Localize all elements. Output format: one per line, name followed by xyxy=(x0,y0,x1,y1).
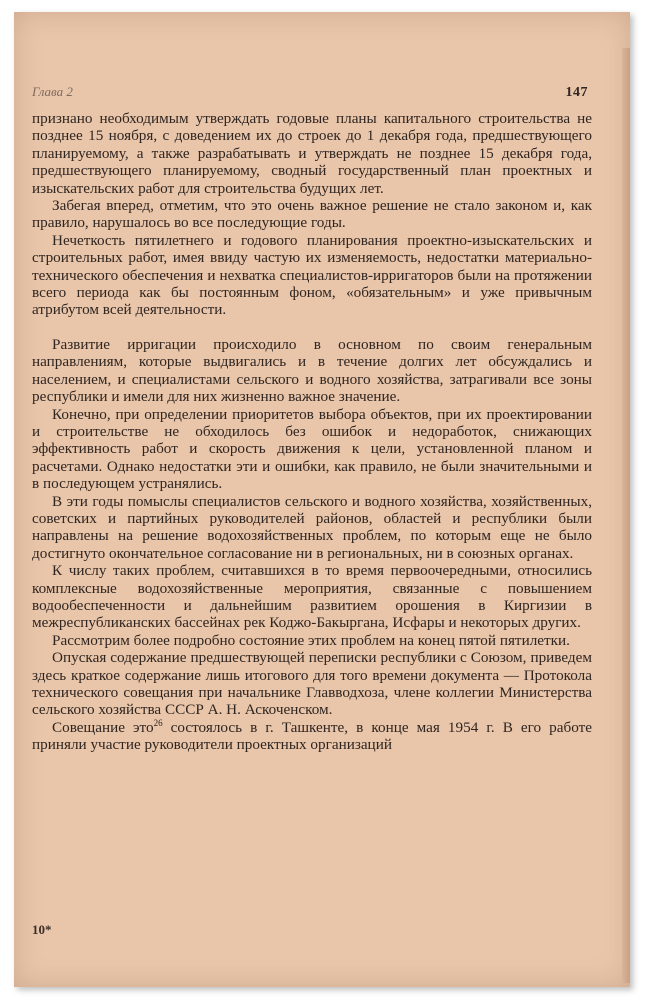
paragraph: признано необходимым утверждать годовые планы капитального строительства не позднее 15 ноября, с доведением их до строек до 1 декабря года, предшествующего планируемому, а также разрабатывать и утверждать не позднее 15 декабря года, предшествующего планируемому, сводный государственный план проектных и изыскательских работ для строительства будущих лет. xyxy=(32,110,592,197)
paragraph: Забегая вперед, отметим, что это очень важное решение не стало законом и, как правило, нарушалось во все последующие годы. xyxy=(32,197,592,232)
paragraph-text: Совещание это xyxy=(52,718,154,736)
running-head xyxy=(32,84,592,110)
paragraph: Опуская содержание предшествующей переписки республики с Союзом, приведем здесь краткое содержание лишь итогового для того времени документа — Протокола технического совещания при начальнике Главводхоза, члене коллегии Министерства сельского хозяйства СССР А. Н. Аскоченском. xyxy=(32,649,592,719)
paragraph: Конечно, при определении приоритетов выбора объектов, при их проектировании и строительстве не обходилось без ошибок и недоработок, снижающих эффективность работ и скорость движения к цели, установленной планом и расчетами. Однако недостатки эти и ошибки, как правило, не были значительными и в последующем устранялись. xyxy=(32,405,592,493)
footnote-reference: 26 xyxy=(153,717,163,728)
page-edge xyxy=(622,48,630,983)
paragraph: Рассмотрим более подробно состояние этих проблем на конец пятой пятилетки. xyxy=(52,631,570,649)
paragraph-text: состоялось в г. Ташкенте, в конце мая 1954 г. В его работе приняли участие руководители проектных организаций xyxy=(32,718,592,754)
paragraph: В эти годы помыслы специалистов сельского и водного хозяйства, хозяйственных, советских и партийных руководителей районов, областей и республики были направлены на решение водохозяйственных проблем, по которым еще не было достигнуто окончательное согласование ни в региональных, ни в союзных органах. xyxy=(32,492,592,562)
paragraph-last xyxy=(32,719,592,754)
paragraph: К числу таких проблем, считавшихся в то время первоочередными, относились комплексные водохозяйственные мероприятия, связанные с повышением водообеспеченности и дальнейшим развитием орошения в Киргизии в межреспубликанских бассейнах рек Коджо-Бакыргана, Исфары и некоторых других. xyxy=(32,562,592,632)
body-text xyxy=(32,110,592,754)
page-text xyxy=(32,84,592,754)
paragraph: Развитие ирригации происходило в основном по своим генеральным направлениям, которые выдвигались и в течение долгих лет обсуждались и населением, и специалистами сельского и водного хозяйства, затрагивали все зоны республики и имели для них жизненно важное значение. xyxy=(32,335,592,406)
page-number: 147 xyxy=(565,85,588,100)
paragraph: Нечеткость пятилетнего и годового планирования проектно-изыскательских и строительных работ, имея ввиду частую их изменяемость, недостатки материально-технического обеспечения и нехватка специалистов-ирригаторов были на протяжении всего периода как бы постоянным фоном, «обязательным» и уже привычным атрибутом всей деятельности. xyxy=(32,231,592,319)
signature-mark: 10* xyxy=(32,922,52,937)
chapter-label: Глава 2 xyxy=(32,84,73,99)
